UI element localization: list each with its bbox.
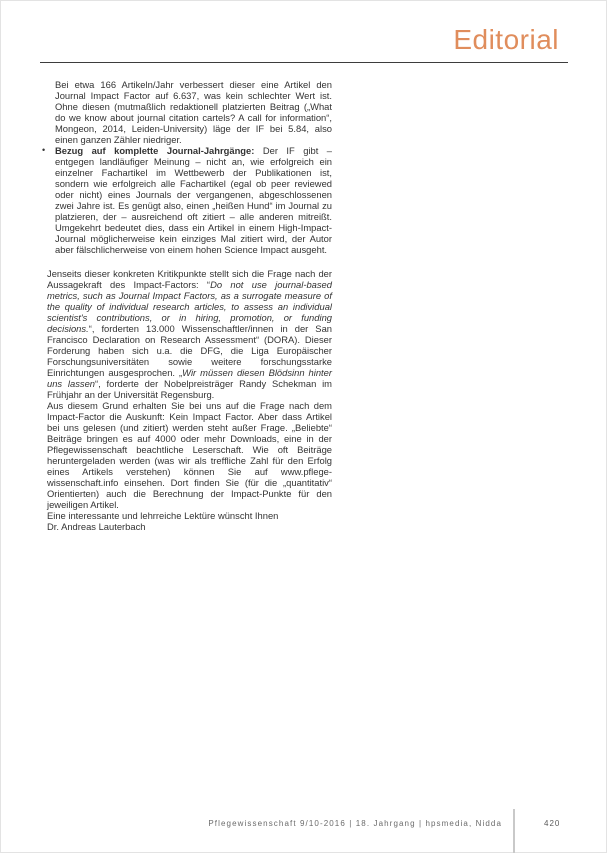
page-number: 420 <box>544 819 561 828</box>
article-body <box>40 79 332 532</box>
bullet-icon: • <box>42 145 46 155</box>
closing-line: Eine interessante und lehrreiche Lektüre wünscht Ihnen <box>47 510 279 521</box>
page-title: Editorial <box>453 24 559 55</box>
footer-journal-line: Pflegewissenschaft 9/10-2016 | 18. Jahrgang | hpsmedia, Nidda <box>208 819 502 828</box>
signature: Dr. Andreas Lauterbach <box>47 521 146 532</box>
paragraph-downloads: Aus diesem Grund erhalten Sie bei uns auf die Frage nach dem Impact-Factor die Auskunft: Kein Impact Factor. Aber dass Artikel bei uns gelesen (und zitiert) werden steht außer Frage. „Beliebte“ Beiträge bringen es auf 4000 oder mehr Downloads, eine in der Pflegewissenschaft beachtliche Leserschaft. Wie oft Beiträge heruntergeladen werden (was wir als treffliche Zahl für den Erfolg eines Artikels verstehen) können Sie auf www.pflege-wissenschaft.info einsehen. Dort finden Sie (für die „quantitativ“ Orientierten) auch die Berechnung der Impact-Punkte für den jeweiligen Artikel. <box>47 400 332 510</box>
paragraph-impact-factor-critique: Jenseits dieser konkreten Kritikpunkte stellt sich die Frage nach der Aussagekraft des Impact-Factors: “Do not use journal-based metrics, such as Journal Impact Factors, as a surrogate measure of the quality of individual research articles, to assess an individual scientist's contributions, or in hiring, promotion, or funding decisions.“, forderten 13.000 Wissenschaftler/innen in der San Francisco Declaration on Research Assessment“ (DORA). Dieser Forderung haben sich u.a. die DFG, die Liga Europäischer Forschungsuniversitäten sowie weitere forschungsstarke Einrichtungen ausgesprochen. „Wir müssen diesen Blödsinn hinter uns lassen“, forderte der Nobelpreisträger Randy Schekman im Frühjahr an der Universität Regensburg. <box>47 268 332 400</box>
intro-paragraph: Bei etwa 166 Artikeln/Jahr verbessert dieser eine Artikel den Journal Impact Factor auf 6.637, was kein schlechter Wert ist. Ohne diesen (mutmaßlich redaktionell platzierten Beitrag („What do we know about journal citation cartels? A call for information“, Mongeon, 2014, Leiden-University) läge der IF bei 5.84, also einen ganzen Zähler niedriger. <box>55 79 332 145</box>
bullet-item-text: Bezug auf komplette Journal-Jahrgänge: Der IF gibt – entgegen landläufiger Meinung – nicht an, wie erfolgreich ein einzelner Fachartikel im Wettbewerb der Publikationen ist, sondern wie erfolgreich alle Fachartikel (egal ob peer reviewed oder nicht) eines Journals der vergangenen, abgeschlossenen zwei Jahre ist. Es genügt also, einen „heißen Hund“ im Journal zu platzieren, der – ausreichend oft zitiert – alle anderen mitreißt. Umgekehrt bedeutet dies, dass ein Artikel in einem High-Impact-Journal möglicherweise kein einziges Mal zitiert wird, der Autor aber fälschlicherweise von einem hohen Science Impact ausgeht. <box>55 145 332 255</box>
footer-divider <box>513 809 515 853</box>
header-rule-divider <box>40 62 568 63</box>
bullet-list-item <box>40 145 332 255</box>
